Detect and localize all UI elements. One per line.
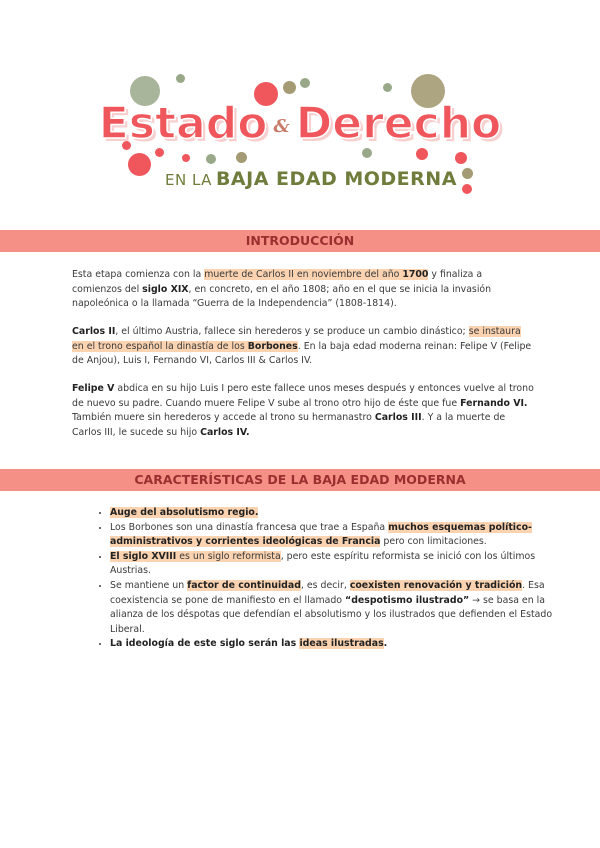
highlight-bold-run: factor de continuidad bbox=[187, 579, 301, 591]
decor-dot bbox=[236, 152, 247, 163]
decor-dot bbox=[362, 148, 372, 158]
text-run: Esta etapa comienza con la bbox=[72, 269, 205, 280]
highlight-run: muerte de Carlos II en noviembre del año bbox=[204, 269, 403, 280]
highlight-run: es un siglo reformista bbox=[176, 550, 281, 562]
text-run: También muere sin herederos y accede al trono su hermanastro bbox=[72, 412, 375, 424]
list-item bbox=[110, 521, 562, 550]
highlight-run: se instaura en el trono español la dinastía de los bbox=[72, 326, 521, 352]
highlight-bold-run: muchos esquemas político-administrativos y corrientes ideológicas de Francia bbox=[110, 521, 532, 548]
section-header-caracteristicas: CARACTERÍSTICAS DE LA BAJA EDAD MODERNA bbox=[0, 469, 600, 491]
highlight-bold-run: Auge del absolutismo regio. bbox=[110, 507, 259, 518]
text-run: , el último Austria, fallece sin herederos y se produce un cambio dinástico; bbox=[115, 326, 469, 337]
text-run: . En la baja edad moderna reinan: Felipe V (Felipe de Anjou), Luis I, Fernando VI, Carlos III & Carlos IV. bbox=[72, 340, 532, 367]
text-run: . Y a la muerte de Carlos III, le sucede su hijo bbox=[72, 412, 506, 438]
text-run: pero con limitaciones. bbox=[380, 536, 487, 548]
decor-dot bbox=[155, 148, 164, 157]
bold-run: Carlos IV. bbox=[200, 426, 250, 438]
text-run: , pero este espíritu reformista se inició con los últimos Austrias. bbox=[110, 550, 536, 577]
highlight-bold-run: ideas ilustradas bbox=[299, 638, 384, 650]
decor-dot bbox=[128, 153, 151, 176]
bold-run: siglo XIX bbox=[142, 283, 189, 295]
section-header-introduccion: INTRODUCCIÓN bbox=[0, 230, 600, 252]
text-run: y finaliza a comienzos del bbox=[72, 269, 483, 295]
text-run: abdica en su hijo Luis I pero este fallece unos meses después y entonces vuelve al trono de nuevo su padre. Cuando muere Felipe V sube al trono otro hijo de éste que fue bbox=[72, 383, 534, 409]
bold-run: La ideología de este siglo serán las bbox=[110, 638, 300, 650]
decor-dot bbox=[462, 184, 472, 194]
text-run: Se mantiene un bbox=[110, 579, 188, 591]
text-run: Los Borbones son una dinastía francesa que trae a España bbox=[110, 521, 389, 533]
intro-paragraph-3 bbox=[72, 382, 534, 440]
title-word-derecho: Derecho bbox=[295, 98, 502, 149]
bold-run: Carlos III bbox=[374, 412, 422, 424]
list-item bbox=[110, 506, 562, 521]
highlight-bold-run: 1700 bbox=[402, 269, 429, 280]
list-item bbox=[110, 579, 562, 637]
decor-dot bbox=[462, 168, 473, 179]
bold-run: Carlos II bbox=[72, 326, 116, 337]
decor-dot bbox=[182, 154, 190, 162]
title-ampersand: & bbox=[273, 115, 290, 137]
highlight-bold-run: siglo XVIII bbox=[122, 550, 177, 562]
bold-run: Fernando VI. bbox=[460, 397, 528, 409]
page-title bbox=[0, 98, 600, 149]
subtitle-main: BAJA EDAD MODERNA bbox=[215, 168, 457, 190]
bold-run: . bbox=[383, 638, 388, 650]
intro-paragraph-1 bbox=[72, 268, 534, 312]
title-banner bbox=[0, 0, 600, 215]
decor-dot bbox=[455, 152, 467, 164]
text-run: . Esa coexistencia se pone de manifiesto en el llamado bbox=[110, 579, 545, 606]
text-run: → se basa en la alianza de los déspotas que defendían el absolutismo y los ilustrados que defienden el Estado Liberal. bbox=[110, 594, 553, 635]
highlight-bold-run: coexisten renovación y tradición bbox=[349, 579, 523, 591]
highlight-bold-run: Borbones bbox=[247, 340, 298, 352]
title-word-estado: Estado bbox=[98, 98, 268, 149]
highlight-bold-run: El bbox=[110, 550, 123, 562]
list-item bbox=[110, 550, 562, 579]
text-run: , en concreto, en el año 1808; año en el que se inicia la invasión napoleónica o la llamada “Guerra de la Independencia” (1808-1814). bbox=[72, 283, 492, 310]
decor-dot bbox=[416, 148, 428, 160]
decor-dot bbox=[300, 78, 310, 88]
decor-dot bbox=[283, 81, 296, 94]
intro-paragraph-2 bbox=[72, 325, 534, 369]
text-run: , es decir, bbox=[300, 579, 350, 591]
bold-run: Felipe V bbox=[72, 383, 115, 394]
decor-dot bbox=[206, 154, 216, 164]
characteristics-list bbox=[76, 506, 562, 652]
decor-dot bbox=[176, 74, 185, 83]
bold-run: “despotismo ilustrado” bbox=[345, 594, 470, 606]
list-item bbox=[110, 637, 562, 652]
subtitle-prefix: EN LA bbox=[165, 171, 212, 189]
decor-dot bbox=[383, 83, 392, 92]
page-subtitle bbox=[165, 168, 457, 190]
